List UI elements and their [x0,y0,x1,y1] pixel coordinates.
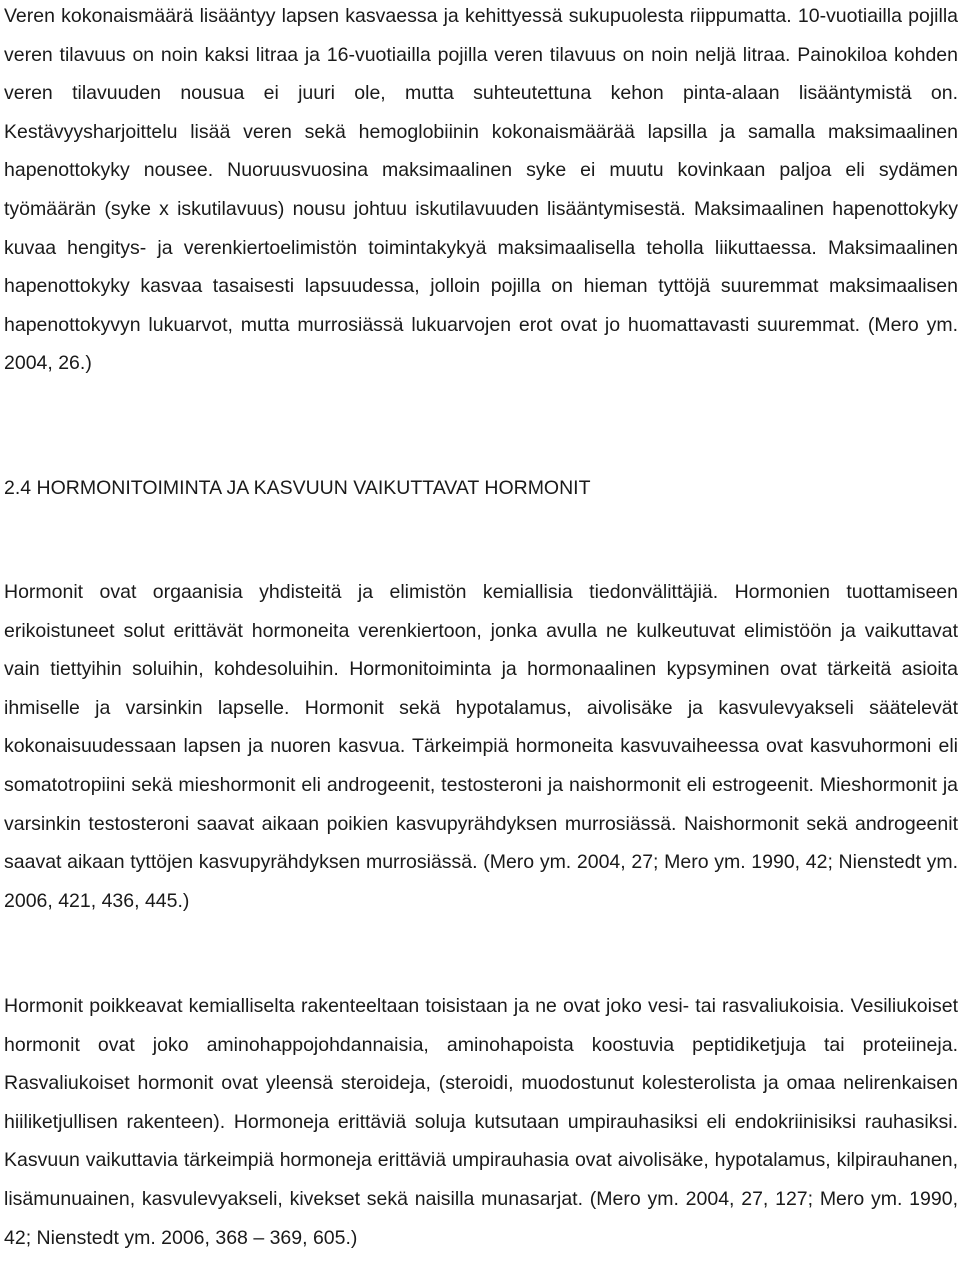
paragraph-hormone-function: Hormonit ovat orgaanisia yhdisteitä ja elimistön kemiallisia tiedonvälittäjiä. Hormonien tuottamiseen erikoistuneet solut erittävät hormoneita verenkiertoon, jonka avulla ne kulkeutuvat elimistöön ja vaikuttavat vain tiettyihin soluihin, kohdesoluihin. Hormonitoiminta ja hormonaalinen kypsyminen ovat tärkeitä asioita ihmiselle ja varsinkin lapselle. Hormonit sekä hypotalamus, aivolisäke ja kasvulevyakseli säätelevät kokonaisuudessaan lapsen ja nuoren kasvua. Tärkeimpiä hormoneita kasvuvaiheessa ovat kasvuhormoni eli somatotropiini sekä mieshormonit eli androgeenit, testosteroni ja naishormonit eli estrogeenit. Mieshormonit ja varsinkin testosteroni saavat aikaan poikien kasvupyrähdyksen murrosiässä. Naishormonit sekä androgeenit saavat aikaan tyttöjen kasvupyrähdyksen murrosiässä. (Mero ym. 2004, 27; Mero ym. 1990, 42; Nienstedt ym. 2006, 421, 436, 445.) [4,581,958,912]
paragraph-hormone-structure: Hormonit poikkeavat kemialliselta rakenteeltaan toisistaan ja ne ovat joko vesi- tai rasvaliukoisia. Vesiliukoiset hormonit ovat joko aminohappojohdannaisia, aminohapoista koostuvia peptidiketjuja tai proteiineja. Rasvaliukoiset hormonit ovat yleensä steroideja, (steroidi, muodostunut kolesterolista ja omaa nelirenkaisen hiiliketjullisen rakenteen). Hormoneja erittäviä soluja kutsutaan umpirauhasiksi eli endokriinisiksi rauhasiksi. Kasvuun vaikuttavia tärkeimpiä hormoneja erittäviä umpirauhasia ovat aivolisäke, hypotalamus, kilpirauhanen, lisämunuainen, kasvulevyakseli, kivekset sekä naisilla munasarjat. (Mero ym. 2004, 27, 127; Mero ym. 1990, 42; Nienstedt ym. 2006, 368 – 369, 605.) [4,995,958,1249]
paragraph-blood-volume: Veren kokonaismäärä lisääntyy lapsen kasvaessa ja kehittyessä sukupuolesta riippumatta. 10-vuotiailla pojilla veren tilavuus on noin kaksi litraa ja 16-vuotiailla pojilla veren tilavuus on noin neljä litraa. Painokiloa kohden veren tilavuuden nousua ei juuri ole, mutta suhteutettuna kehon pinta-alaan lisääntymistä on. Kestävyysharjoittelu lisää veren sekä hemoglobiinin kokonaismäärää lapsilla ja samalla maksimaalinen hapenottokyky nousee. Nuoruusvuosina maksimaalinen syke ei muutu kovinkaan paljoa eli sydämen työmäärän (syke x iskutilavuus) nousu johtuu iskutilavuuden lisääntymisestä. Maksimaalinen hapenottokyky kuvaa hengitys- ja verenkiertoelimistön toimintakykyä maksimaalisella teholla liikuttaessa. Maksimaalinen hapenottokyky kasvaa tasaisesti lapsuudessa, jolloin pojilla on hieman tyttöjä suuremmat maksimaalisen hapenottokyvyn lukuarvot, mutta murrosiässä lukuarvojen erot ovat jo huomattavasti suuremmat. (Mero ym. 2004, 26.) [4,5,958,375]
section-heading: 2.4 HORMONITOIMINTA JA KASVUUN VAIKUTTAVAT HORMONIT [4,477,591,499]
